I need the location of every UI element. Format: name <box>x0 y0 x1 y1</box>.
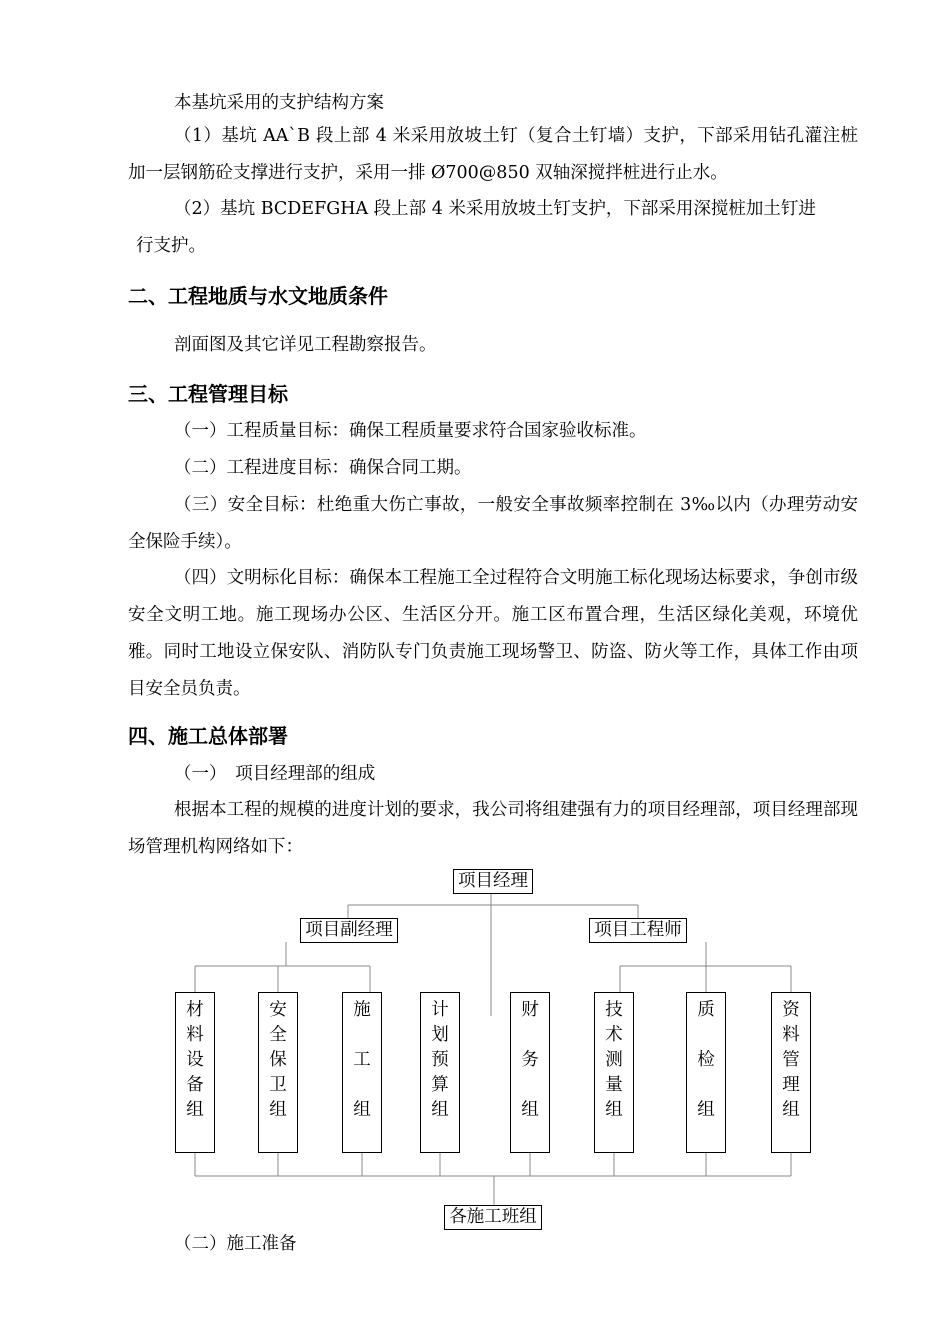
section-4-text: 根据本工程的规模的进度计划的要求，我公司将组建强有力的项目经理部，项目经理部现场管理机构网络如下： <box>128 800 858 857</box>
org-node-project-engineer: 项目工程师 <box>589 918 687 943</box>
org-node-security-group: 安 全 保 卫 组 <box>258 992 298 1153</box>
org-node-planning-budget-group: 计 划 预 算 组 <box>420 992 460 1153</box>
subsection-1-title: （一） 项目经理部的组成 <box>174 764 376 784</box>
goal-civilization: （四）文明标化目标：确保本工程施工全过程符合文明施工标化现场达标要求，争创市级安全文明工地。施工现场办公区、生活区分开。施工区布置合理，生活区绿化美观，环境优雅。同时工地设立保安队、消防队专门负责施工现场警卫、防盗、防火等工作，具体工作由项目安全员负责。 <box>128 568 858 699</box>
org-node-survey-group: 技 术 测 量 组 <box>594 992 634 1153</box>
goal-schedule: （二）工程进度目标：确保合同工期。 <box>174 458 472 478</box>
subsection-2-title: （二）施工准备 <box>174 1234 297 1254</box>
section-heading-2: 二、工程地质与水文地质条件 <box>128 284 388 308</box>
section-heading-4: 四、施工总体部署 <box>128 724 288 748</box>
org-node-finance-group: 财 务 组 <box>510 992 550 1153</box>
scheme-item-1: （1）基坑 AA`B 段上部 4 米采用放坡土钉（复合土钉墙）支护，下部采用钻孔灌注桩加一层钢筋砼支撑进行支护，采用一排 Ø700@850 双轴深搅拌桩进行止水。 <box>128 126 858 183</box>
org-node-construction-teams: 各施工班组 <box>444 1205 542 1230</box>
section-2-text: 剖面图及其它详见工程勘察报告。 <box>174 335 437 355</box>
org-node-quality-group: 质 检 组 <box>686 992 726 1153</box>
org-node-construction-group: 施 工 组 <box>342 992 382 1153</box>
goal-quality: （一）工程质量目标：确保工程质量要求符合国家验收标准。 <box>174 421 647 441</box>
section-heading-3: 三、工程管理目标 <box>128 382 288 406</box>
org-node-documents-group: 资 料 管 理 组 <box>771 992 811 1153</box>
scheme-item-2-cont: 行支护。 <box>136 236 206 256</box>
scheme-item-2: （2）基坑 BCDEFGHA 段上部 4 米采用放坡土钉支护，下部采用深搅桩加土钉进 <box>174 199 816 219</box>
org-node-materials-group: 材 料 设 备 组 <box>175 992 215 1153</box>
goal-safety: （三）安全目标：杜绝重大伤亡事故，一般安全事故频率控制在 3‰以内（办理劳动安全保险手续）。 <box>128 495 858 552</box>
org-node-deputy-manager: 项目副经理 <box>300 918 398 943</box>
intro-line: 本基坑采用的支护结构方案 <box>174 93 384 113</box>
org-node-project-manager: 项目经理 <box>453 869 533 894</box>
